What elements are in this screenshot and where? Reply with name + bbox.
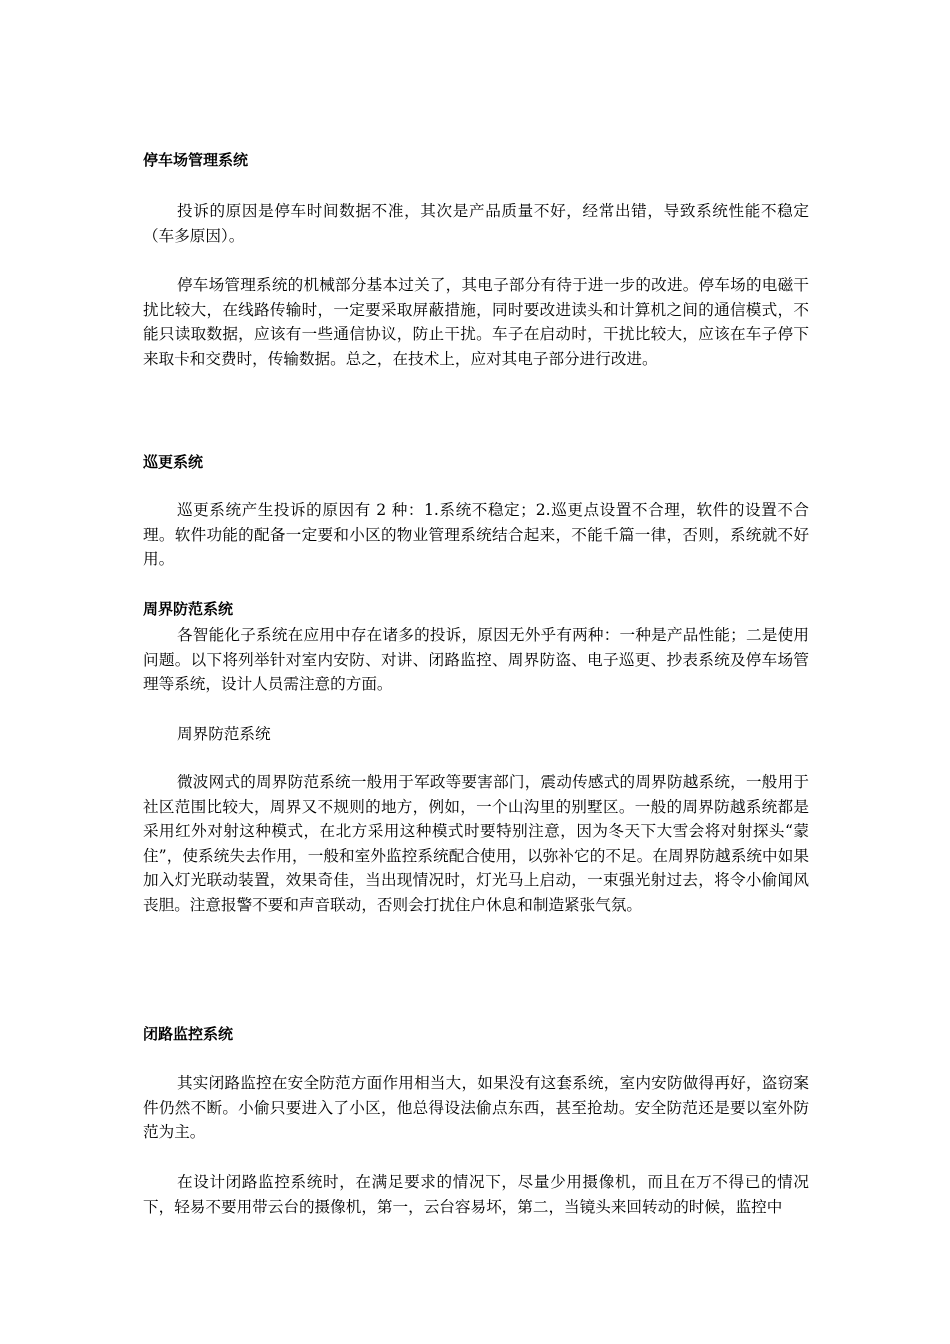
paragraph-perimeter-detail: 微波网式的周界防范系统一般用于军政等要害部门，震动传感式的周界防越系统，一般用于社区范围比较大，周界又不规则的地方，例如，一个山沟里的别墅区。一般的周界防越系统都是采用红外对射这种模式，在北方采用这种模式时要特别注意，因为冬天下大雪会将对射探头“蒙住”，使系统失去作用，一般和室外监控系统配合使用，以弥补它的不足。在周界防越系统中如果加入灯光联动装置，效果奇佳，当出现情况时，灯光马上启动，一束强光射过去，将令小偷闻风丧胆。注意报警不要和声音联动，否则会打扰住户休息和制造紧张气氛。 (143, 773, 809, 914)
paragraph-perimeter-intro: 各智能化子系统在应用中存在诸多的投诉，原因无外乎有两种：一种是产品性能；二是使用问题。以下将列举针对室内安防、对讲、闭路监控、周界防盗、电子巡更、抄表系统及停车场管理等系统，设计人员需注意的方面。 (143, 626, 809, 693)
section-heading-cctv: 闭路监控系统 (143, 1025, 234, 1043)
paragraph-cctv-design: 在设计闭路监控系统时，在满足要求的情况下，尽量少用摄像机，而且在万不得已的情况下，轻易不要用带云台的摄像机，第一，云台容易坏，第二，当镜头来回转动的时候，监控中 (143, 1173, 809, 1216)
paragraph-parking-improvement: 停车场管理系统的机械部分基本过关了，其电子部分有待于进一步的改进。停车场的电磁干扰比较大，在线路传输时，一定要采取屏蔽措施，同时要改进读头和计算机之间的通信模式，不能只读取数据，应该有一些通信协议，防止干扰。车子在启动时，干扰比较大，应该在车子停下来取卡和交费时，传输数据。总之，在技术上，应对其电子部分进行改进。 (143, 276, 809, 368)
paragraph-perimeter-subheading: 周界防范系统 (177, 725, 271, 743)
section-heading-parking: 停车场管理系统 (143, 151, 249, 169)
paragraph-parking-complaints: 投诉的原因是停车时间数据不准，其次是产品质量不好，经常出错，导致系统性能不稳定（车多原因）。 (143, 202, 809, 245)
section-heading-perimeter: 周界防范系统 (143, 600, 234, 618)
paragraph-patrol: 巡更系统产生投诉的原因有 2 种：1.系统不稳定；2.巡更点设置不合理，软件的设置不合理。软件功能的配备一定要和小区的物业管理系统结合起来，不能千篇一律，否则，系统就不好用。 (143, 501, 809, 568)
section-heading-patrol: 巡更系统 (143, 453, 204, 471)
paragraph-cctv-importance: 其实闭路监控在安全防范方面作用相当大，如果没有这套系统，室内安防做得再好，盗窃案件仍然不断。小偷只要进入了小区，他总得设法偷点东西，甚至抢劫。安全防范还是要以室外防范为主。 (143, 1074, 809, 1141)
